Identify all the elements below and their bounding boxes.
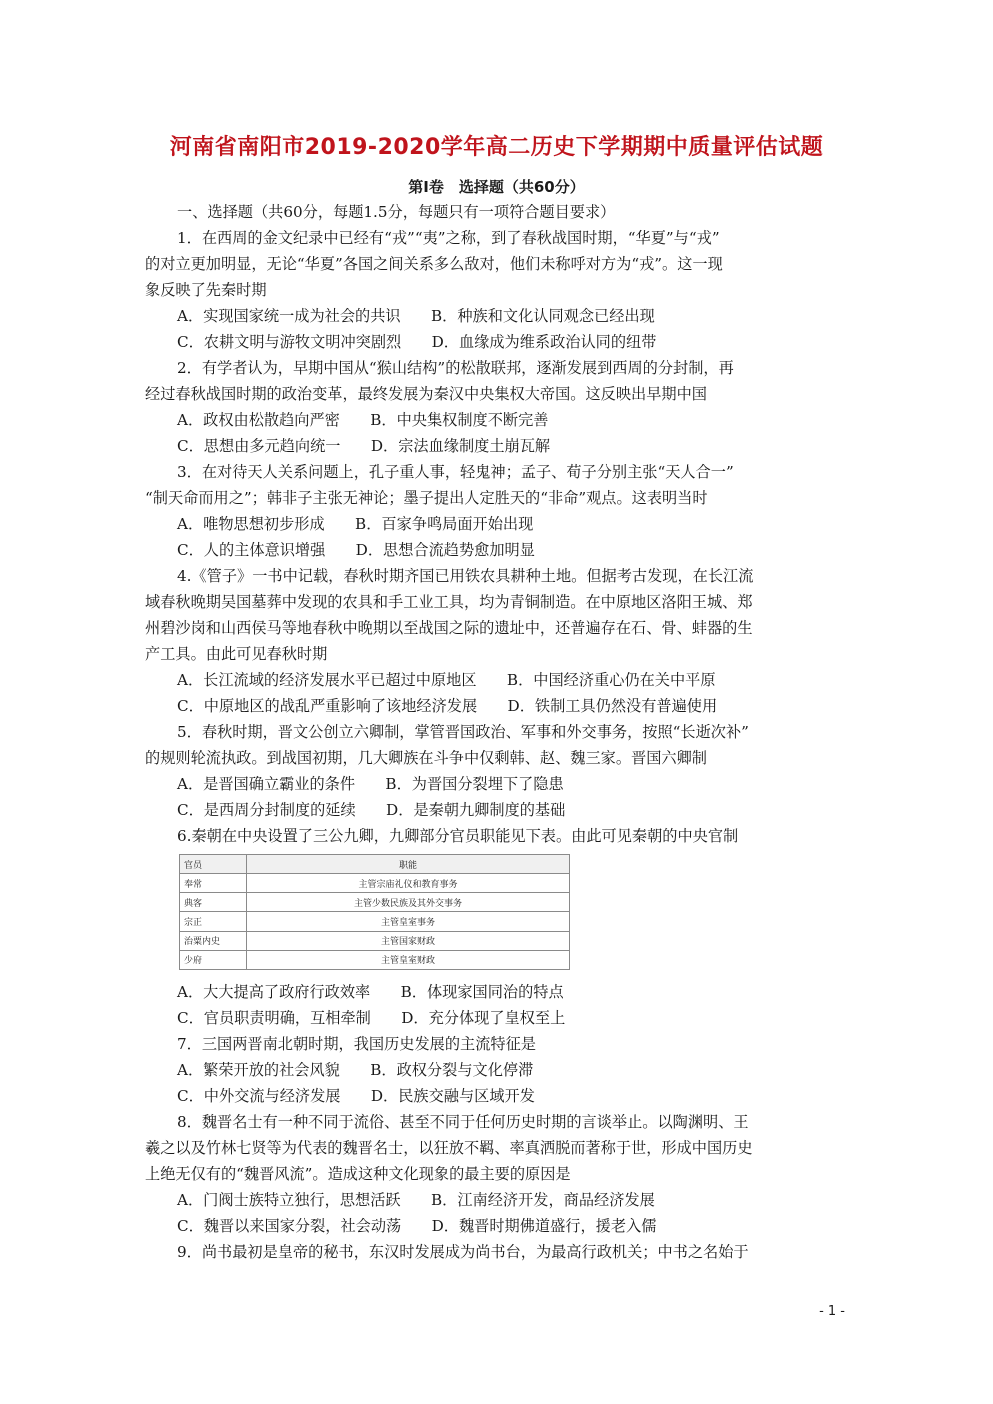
option-line: A．是晋国确立霸业的条件 B．为晋国分裂埋下了隐患 <box>177 775 564 793</box>
table-header-cell: 官员 <box>180 855 247 874</box>
text-line: 9．尚书最初是皇帝的秘书，东汉时发展成为尚书台，为最高行政机关；中书之名始于 <box>177 1243 749 1261</box>
text-line: 3．在对待天人关系问题上，孔子重人事，轻鬼神；孟子、荀子分别主张“天人合一” <box>177 463 734 481</box>
table-row <box>180 912 570 931</box>
table-row <box>180 874 570 893</box>
table-header-cell: 职能 <box>247 855 570 874</box>
text-line: “制天命而用之”；韩非子主张无神论；墨子提出人定胜天的“非命”观点。这表明当时 <box>145 489 708 507</box>
page-number: - 1 - <box>819 1304 845 1319</box>
text-line: 羲之以及竹林七贤等为代表的魏晋名士，以狂放不羁、率真洒脱而著称于世，形成中国历史 <box>145 1139 753 1157</box>
instructions: 一、选择题（共60分，每题1.5分，每题只有一项符合题目要求） <box>177 203 616 221</box>
text-line: 经过春秋战国时期的政治变革，最终发展为秦汉中央集权大帝国。这反映出早期中国 <box>145 385 707 403</box>
table-cell: 主管宗庙礼仪和教育事务 <box>247 874 570 893</box>
option-line: A．繁荣开放的社会风貌 B．政权分裂与文化停滞 <box>177 1061 534 1079</box>
table-cell: 主管皇室事务 <box>247 912 570 931</box>
table-cell: 主管皇室财政 <box>247 950 570 969</box>
option-line: C．人的主体意识增强 D．思想合流趋势愈加明显 <box>177 541 535 559</box>
option-line: A．长江流域的经济发展水平已超过中原地区 B．中国经济重心仍在关中平原 <box>177 671 716 689</box>
text-line: 5．春秋时期，晋文公创立六卿制，掌管晋国政治、军事和外交事务，按照“长逝次补” <box>177 723 749 741</box>
page-title: 河南省南阳市2019-2020学年高二历史下学期期中质量评估试题 <box>169 135 824 160</box>
option-line: A．实现国家统一成为社会的共识 B．种族和文化认同观念已经出现 <box>177 307 655 325</box>
table-cell: 少府 <box>180 950 247 969</box>
table-cell: 主管少数民族及其外交事务 <box>247 893 570 912</box>
option-line: C．思想由多元趋向统一 D．宗法血缘制度土崩瓦解 <box>177 437 551 455</box>
table-cell: 奉常 <box>180 874 247 893</box>
section-title: 第Ⅰ卷 选择题（共60分） <box>408 178 585 196</box>
text-line: 的规则轮流执政。到战国初期，几大卿族在斗争中仅剩韩、赵、魏三家。晋国六卿制 <box>145 749 707 767</box>
table-cell: 主管国家财政 <box>247 931 570 950</box>
table-row <box>180 893 570 912</box>
text-line: 8．魏晋名士有一种不同于流俗、甚至不同于任何历史时期的言谈举止。以陶渊明、王 <box>177 1113 749 1131</box>
option-line: C．官员职责明确，互相牵制 D．充分体现了皇权至上 <box>177 1009 566 1027</box>
table-row <box>180 931 570 950</box>
option-line: A．政权由松散趋向严密 B．中央集权制度不断完善 <box>177 411 549 429</box>
table-row <box>180 950 570 969</box>
table-cell: 治粟内史 <box>180 931 247 950</box>
text-line: 州碧沙岗和山西侯马等地春秋中晚期以至战国之际的遗址中，还普遍存在石、骨、蚌器的生 <box>145 619 753 637</box>
text-line: 2．有学者认为，早期中国从“猴山结构”的松散联邦，逐渐发展到西周的分封制，再 <box>177 359 734 377</box>
text-line: 域春秋晚期吴国墓葬中发现的农具和手工业工具，均为青铜制造。在中原地区洛阳王城、郑 <box>145 593 753 611</box>
text-line: 上绝无仅有的“魏晋风流”。造成这种文化现象的最主要的原因是 <box>145 1165 571 1183</box>
option-line: C．农耕文明与游牧文明冲突剧烈 D．血缘成为维系政治认同的纽带 <box>177 333 657 351</box>
text-line: 7．三国两晋南北朝时期，我国历史发展的主流特征是 <box>177 1035 536 1053</box>
text-line: 象反映了先秦时期 <box>145 281 267 299</box>
option-line: A．唯物思想初步形成 B．百家争鸣局面开始出现 <box>177 515 534 533</box>
option-line: C．魏晋以来国家分裂，社会动荡 D．魏晋时期佛道盛行，援老入儒 <box>177 1217 657 1235</box>
option-line: C．中外交流与经济发展 D．民族交融与区域开发 <box>177 1087 535 1105</box>
option-line: C．是西周分封制度的延续 D．是秦朝九卿制度的基础 <box>177 801 566 819</box>
text-line: 1．在西周的金文纪录中已经有“戎”“夷”之称，到了春秋战国时期，“华夏”与“戎” <box>177 229 720 247</box>
text-line: 产工具。由此可见春秋时期 <box>145 645 328 663</box>
option-line: A．大大提高了政府行政效率 B．体现家国同治的特点 <box>177 983 564 1001</box>
officials-table <box>179 854 570 970</box>
option-line: C．中原地区的战乱严重影响了该地经济发展 D．铁制工具仍然没有普遍使用 <box>177 697 718 715</box>
table-cell: 典客 <box>180 893 247 912</box>
text-line: 4.《管子》一书中记载，春秋时期齐国已用铁农具耕种土地。但据考古发现，在长江流 <box>177 567 754 585</box>
text-line: 6.秦朝在中央设置了三公九卿，九卿部分官员职能见下表。由此可见秦朝的中央官制 <box>177 827 739 845</box>
text-line: 的对立更加明显，无论“华夏”各国之间关系多么敌对，他们未称呼对方为“戎”。这一现 <box>145 255 723 273</box>
table-cell: 宗正 <box>180 912 247 931</box>
option-line: A．门阀士族特立独行，思想活跃 B．江南经济开发，商品经济发展 <box>177 1191 655 1209</box>
table-header-row <box>180 855 570 874</box>
